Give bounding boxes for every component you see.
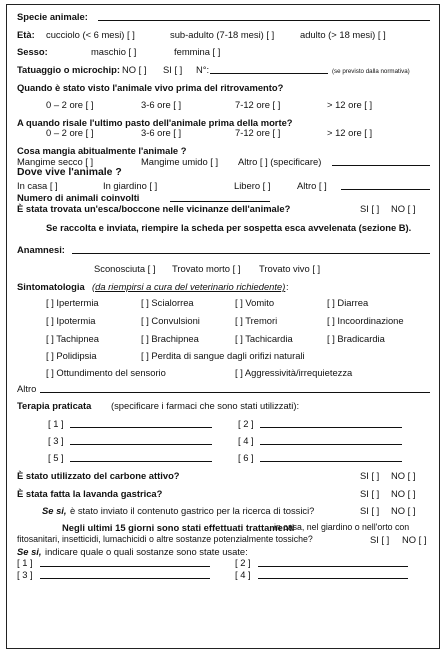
terapia-note: (specificare i farmaci che sono stati utilizzati): [111, 400, 300, 411]
tatuaggio-no[interactable]: NO [ ] [122, 64, 147, 75]
trattamenti-item-1: [ 1 ] [17, 557, 33, 568]
terapia-item-4: [ 4 ] [238, 435, 254, 446]
terapia-item-2: [ 2 ] [238, 418, 254, 429]
sintomo-ipertermia[interactable]: [ ] Ipertermia [46, 297, 99, 308]
sintomo-altro-field[interactable] [40, 392, 430, 393]
trattamenti-no[interactable]: NO [ ] [402, 534, 427, 545]
vive-altro-field[interactable] [341, 189, 430, 190]
sintomo-scialorrea[interactable]: [ ] Scialorrea [141, 297, 194, 308]
sesso-maschio[interactable]: maschio [ ] [91, 46, 137, 57]
vive-libero[interactable]: Libero [ ] [234, 180, 271, 191]
carbone-si[interactable]: SI [ ] [360, 470, 380, 481]
trattamenti-line1b: in casa, nel giardino o nell'orto con [274, 522, 410, 532]
contenuto-question: è stato inviato il contenuto gastrico per la ricerca di tossici? [70, 505, 315, 516]
trattamenti-item-4: [ 4 ] [235, 569, 251, 580]
mangia-umido[interactable]: Mangime umido [ ] [141, 156, 219, 167]
eta-label: Età: [17, 29, 35, 40]
trattamenti-prefix: Se si, [17, 546, 42, 557]
esca-si[interactable]: SI [ ] [360, 203, 380, 214]
mangia-altro[interactable]: Altro [ ] (specificare) [238, 156, 322, 167]
anamnesi-field[interactable] [72, 253, 430, 254]
sesso-femmina[interactable]: femmina [ ] [174, 46, 221, 57]
terapia-field-6[interactable] [260, 461, 402, 462]
vivo-opt-3[interactable]: 7-12 ore [ ] [235, 99, 281, 110]
pasto-opt-4[interactable]: > 12 ore [ ] [327, 127, 373, 138]
trattamenti-item-2: [ 2 ] [235, 557, 251, 568]
sintomo-convulsioni[interactable]: [ ] Convulsioni [141, 315, 200, 326]
sintomo-tachipnea[interactable]: [ ] Tachipnea [46, 333, 99, 344]
specie-label: Specie animale: [17, 11, 88, 22]
trattamenti-line1: Negli ultimi 15 giorni sono stati effettuati trattamenti [62, 522, 295, 533]
terapia-field-1[interactable] [70, 427, 212, 428]
lavanda-question: È stata fatta la lavanda gastrica? [17, 488, 163, 499]
tatuaggio-label: Tatuaggio o microchip: [17, 64, 120, 75]
anamnesi-sconosciuta[interactable]: Sconosciuta [ ] [94, 263, 156, 274]
pasto-opt-2[interactable]: 3-6 ore [ ] [141, 127, 182, 138]
sintomo-aggressivita[interactable]: [ ] Aggressività/irrequietezza [235, 367, 353, 378]
mangia-question: Cosa mangia abitualmente l'animale ? [17, 145, 187, 156]
sintomo-tachicardia[interactable]: [ ] Tachicardia [235, 333, 293, 344]
tatuaggio-num-field[interactable] [210, 73, 328, 74]
sintomo-polidipsia[interactable]: [ ] Polidipsia [46, 350, 97, 361]
sintomo-perdita-sangue[interactable]: [ ] Perdita di sangue dagli orifizi naturali [141, 350, 305, 361]
contenuto-si[interactable]: SI [ ] [360, 505, 380, 516]
trattamenti-line2: fitosanitari, insetticidi, lumachicidi o altre sostanze potenzialmente tossiche? [17, 534, 313, 544]
terapia-field-3[interactable] [70, 444, 212, 445]
vivo-opt-2[interactable]: 3-6 ore [ ] [141, 99, 182, 110]
sintomo-incoordinazione[interactable]: [ ] Incoordinazione [327, 315, 404, 326]
sintomo-altro-label: Altro [17, 383, 37, 394]
terapia-label: Terapia praticata [17, 400, 92, 411]
tatuaggio-si[interactable]: SI [ ] [163, 64, 183, 75]
eta-adulto[interactable]: adulto (> 18 mesi) [ ] [300, 29, 386, 40]
trattamenti-si[interactable]: SI [ ] [370, 534, 390, 545]
tatuaggio-note: (se previsto dalla normativa) [332, 68, 410, 75]
vivo-question: Quando è stato visto l'animale vivo prima del ritrovamento? [17, 82, 284, 93]
sesso-label: Sesso: [17, 46, 48, 57]
pasto-question: A quando risale l'ultimo pasto dell'animale prima della morte? [17, 117, 293, 128]
carbone-no[interactable]: NO [ ] [391, 470, 416, 481]
sintomatologia-label: Sintomatologia [17, 281, 85, 292]
contenuto-prefix: Se si, [42, 505, 67, 516]
terapia-item-3: [ 3 ] [48, 435, 64, 446]
vivo-opt-4[interactable]: > 12 ore [ ] [327, 99, 373, 110]
trattamenti-field-4[interactable] [258, 578, 408, 579]
specie-field[interactable] [98, 20, 430, 21]
eta-cucciolo[interactable]: cucciolo (< 6 mesi) [ ] [46, 29, 135, 40]
anamnesi-trovato-vivo[interactable]: Trovato vivo [ ] [259, 263, 321, 274]
sintomatologia-colon: : [286, 281, 289, 292]
vive-altro[interactable]: Altro [ ] [297, 180, 327, 191]
sintomo-vomito[interactable]: [ ] Vomito [235, 297, 275, 308]
trattamenti-item-3: [ 3 ] [17, 569, 33, 580]
vive-casa[interactable]: In casa [ ] [17, 180, 58, 191]
sintomo-diarrea[interactable]: [ ] Diarrea [327, 297, 369, 308]
lavanda-si[interactable]: SI [ ] [360, 488, 380, 499]
terapia-item-6: [ 6 ] [238, 452, 254, 463]
terapia-field-5[interactable] [70, 461, 212, 462]
anamnesi-trovato-morto[interactable]: Trovato morto [ ] [172, 263, 241, 274]
eta-sub-adulto[interactable]: sub-adulto (7-18 mesi) [ ] [170, 29, 275, 40]
vivo-opt-1[interactable]: 0 – 2 ore [ ] [46, 99, 94, 110]
sintomo-brachipnea[interactable]: [ ] Brachipnea [141, 333, 199, 344]
pasto-opt-3[interactable]: 7-12 ore [ ] [235, 127, 281, 138]
mangia-secco[interactable]: Mangime secco [ ] [17, 156, 94, 167]
coinvolti-field[interactable] [170, 201, 270, 202]
trattamenti-line3: indicare quale o quali sostanze sono state usate: [45, 546, 248, 557]
tatuaggio-num-label: N°: [196, 64, 210, 75]
trattamenti-field-2[interactable] [258, 566, 408, 567]
trattamenti-field-3[interactable] [40, 578, 210, 579]
contenuto-no[interactable]: NO [ ] [391, 505, 416, 516]
trattamenti-field-1[interactable] [40, 566, 210, 567]
lavanda-no[interactable]: NO [ ] [391, 488, 416, 499]
terapia-item-5: [ 5 ] [48, 452, 64, 463]
esca-no[interactable]: NO [ ] [391, 203, 416, 214]
terapia-item-1: [ 1 ] [48, 418, 64, 429]
esca-question: È stata trovata un'esca/boccone nelle vicinanze dell'animale? [17, 203, 291, 214]
vive-giardino[interactable]: In giardino [ ] [103, 180, 158, 191]
anamnesi-label: Anamnesi: [17, 244, 65, 255]
sintomo-ottundimento[interactable]: [ ] Ottundimento del sensorio [46, 367, 166, 378]
terapia-field-4[interactable] [260, 444, 402, 445]
esca-note: Se raccolta e inviata, riempire la scheda per sospetta esca avvelenata (sezione B). [46, 222, 412, 233]
carbone-question: È stato utilizzato del carbone attivo? [17, 470, 180, 481]
terapia-field-2[interactable] [260, 427, 402, 428]
sintomatologia-note: (da riempirsi a cura del veterinario richiedente) [92, 281, 286, 292]
pasto-opt-1[interactable]: 0 – 2 ore [ ] [46, 127, 94, 138]
vive-question: Dove vive l'animale ? [17, 167, 122, 178]
mangia-altro-field[interactable] [332, 165, 430, 166]
coinvolti-label: Numero di animali coinvolti [17, 192, 140, 203]
sintomo-ipotermia[interactable]: [ ] Ipotermia [46, 315, 96, 326]
sintomo-bradicardia[interactable]: [ ] Bradicardia [327, 333, 385, 344]
sintomo-tremori[interactable]: [ ] Tremori [235, 315, 278, 326]
